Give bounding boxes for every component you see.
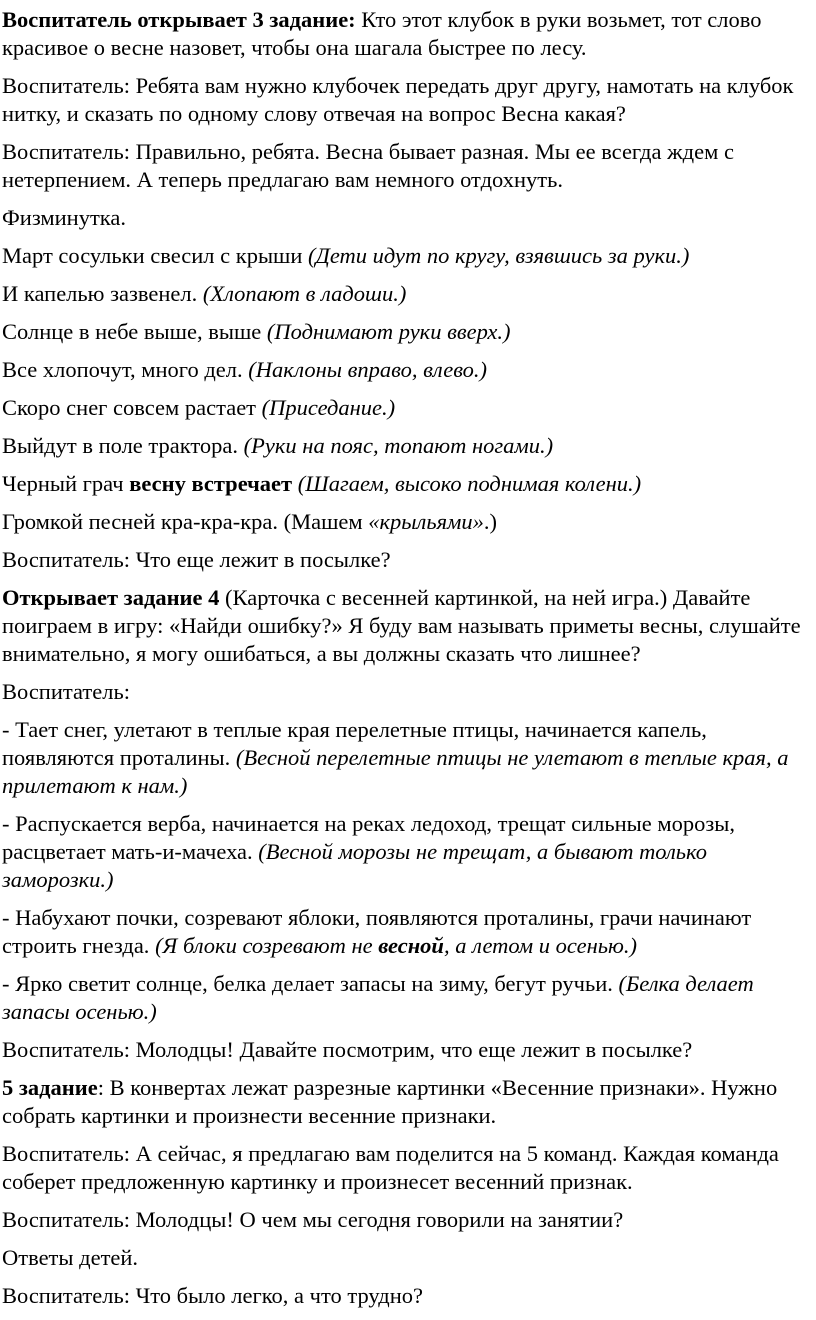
text-segment: , а летом и осенью.) <box>443 933 637 958</box>
text-segment: «крыльями» <box>368 509 484 534</box>
text-segment: 5 задание <box>2 1075 98 1100</box>
text-segment: (Приседание.) <box>261 395 396 420</box>
paragraph-teacher8 <box>2 1282 814 1310</box>
paragraph-task5 <box>2 1074 814 1130</box>
paragraph-teacher2 <box>2 138 814 194</box>
text-segment: (Хлопают в ладоши.) <box>202 281 407 306</box>
text-segment: Открывает задание 4 <box>2 585 220 610</box>
paragraph-teacher1 <box>2 72 814 128</box>
document-page <box>2 6 814 1320</box>
paragraph-verse7 <box>2 470 814 498</box>
text-segment: Кто этот клубок в руки возьмет, тот слово красивое о весне назовет, чтобы она шагала быстрее по лесу. <box>2 7 762 60</box>
paragraph-task4 <box>2 584 814 668</box>
text-segment: весну встречает <box>129 471 293 496</box>
text-segment: - Ярко светит солнце, белка делает запасы на зиму, бегут ручьи. <box>2 971 619 996</box>
text-segment: .) <box>483 509 498 534</box>
paragraph-task3 <box>2 6 814 62</box>
paragraph-item2 <box>2 810 814 894</box>
text-segment: Воспитатель: Правильно, ребята. Весна бывает разная. Мы ее всегда ждем с нетерпением. А теперь предлагаю вам немного отдохнуть. <box>2 139 734 192</box>
text-segment: Физминутка. <box>2 205 126 230</box>
text-segment: (Весной морозы не трещат, а бывают только заморозки.) <box>2 839 707 892</box>
text-segment: Солнце в небе выше, выше <box>2 319 267 344</box>
text-segment: (Белка делает запасы осенью.) <box>2 971 754 1024</box>
text-segment: Выйдут в поле трактора. <box>2 433 244 458</box>
text-segment: Воспитатель: <box>2 679 130 704</box>
text-segment: Март сосульки свесил с крыши <box>2 243 309 268</box>
paragraph-verse6 <box>2 432 814 460</box>
text-segment: : В конвертах лежат разрезные картинки «Весенние признаки». Нужно собрать картинки и произнести весенние признаки. <box>2 1075 778 1128</box>
text-segment: Воспитатель: А сейчас, я предлагаю вам поделится на 5 команд. Каждая команда соберет предложенную картинку и произнесет весенний признак. <box>2 1141 779 1194</box>
paragraph-item3 <box>2 904 814 960</box>
text-segment: весной <box>378 933 444 958</box>
text-segment: Скоро снег совсем растает <box>2 395 262 420</box>
paragraph-verse8 <box>2 508 814 536</box>
text-segment: (Весной перелетные птицы не улетают в теплые края, а прилетают к нам.) <box>2 745 789 798</box>
paragraph-fizminutka <box>2 204 814 232</box>
paragraph-teacher5 <box>2 1036 814 1064</box>
text-segment: (Дети идут по кругу, взявшись за руки.) <box>308 243 690 268</box>
paragraph-item1 <box>2 716 814 800</box>
text-segment: (Карточка с весенней картинкой, на ней игра.) Давайте поиграем в игру: «Найди ошибку?» Я буду вам называть приметы весны, слушайте внимательно, я могу ошибаться, а вы должны сказать что лишнее? <box>2 585 801 666</box>
text-segment: Все хлопочут, много дел. <box>2 357 249 382</box>
paragraph-verse2 <box>2 280 814 308</box>
paragraph-teacher6 <box>2 1140 814 1196</box>
paragraph-teacher3 <box>2 546 814 574</box>
paragraph-verse4 <box>2 356 814 384</box>
text-segment: (Шагаем, высоко поднимая колени.) <box>297 471 642 496</box>
text-segment: Воспитатель: Молодцы! О чем мы сегодня говорили на занятии? <box>2 1207 624 1232</box>
text-segment: - Распускается верба, начинается на реках ледоход, трещат сильные морозы, расцветает мать-и-мачеха. <box>2 811 736 864</box>
text-segment: Воспитатель открывает 3 задание: <box>2 7 356 32</box>
text-segment: Громкой песней кра-кра-кра. (Машем <box>2 509 369 534</box>
text-segment: Воспитатель: Что было легко, а что трудно? <box>2 1283 423 1308</box>
text-segment: Черный грач <box>2 471 130 496</box>
text-segment: Воспитатель: Что еще лежит в посылке? <box>2 547 391 572</box>
text-segment: Воспитатель: Молодцы! Давайте посмотрим, что еще лежит в посылке? <box>2 1037 693 1062</box>
paragraph-teacher7 <box>2 1206 814 1234</box>
text-segment: (Руки на пояс, топают ногами.) <box>243 433 554 458</box>
text-segment: - Набухают почки, созревают яблоки, появляются проталины, грачи начинают строить гнезда. <box>2 905 752 958</box>
text-segment: Ответы детей. <box>2 1245 139 1270</box>
paragraph-item4 <box>2 970 814 1026</box>
paragraph-verse1 <box>2 242 814 270</box>
paragraph-teacher4 <box>2 678 814 706</box>
paragraph-verse5 <box>2 394 814 422</box>
text-segment: (Наклоны вправо, влево.) <box>248 357 488 382</box>
text-segment: Воспитатель: Ребята вам нужно клубочек передать друг другу, намотать на клубок нитку, и сказать по одному слову отвечая на вопрос Весна какая? <box>2 73 794 126</box>
text-segment: (Я блоки созревают не <box>155 933 379 958</box>
text-segment: (Поднимают руки вверх.) <box>266 319 511 344</box>
paragraph-verse3 <box>2 318 814 346</box>
text-segment: - Тает снег, улетают в теплые края перелетные птицы, начинается капель, появляются проталины. <box>2 717 707 770</box>
paragraph-answers <box>2 1244 814 1272</box>
text-segment: И капелью зазвенел. <box>2 281 203 306</box>
